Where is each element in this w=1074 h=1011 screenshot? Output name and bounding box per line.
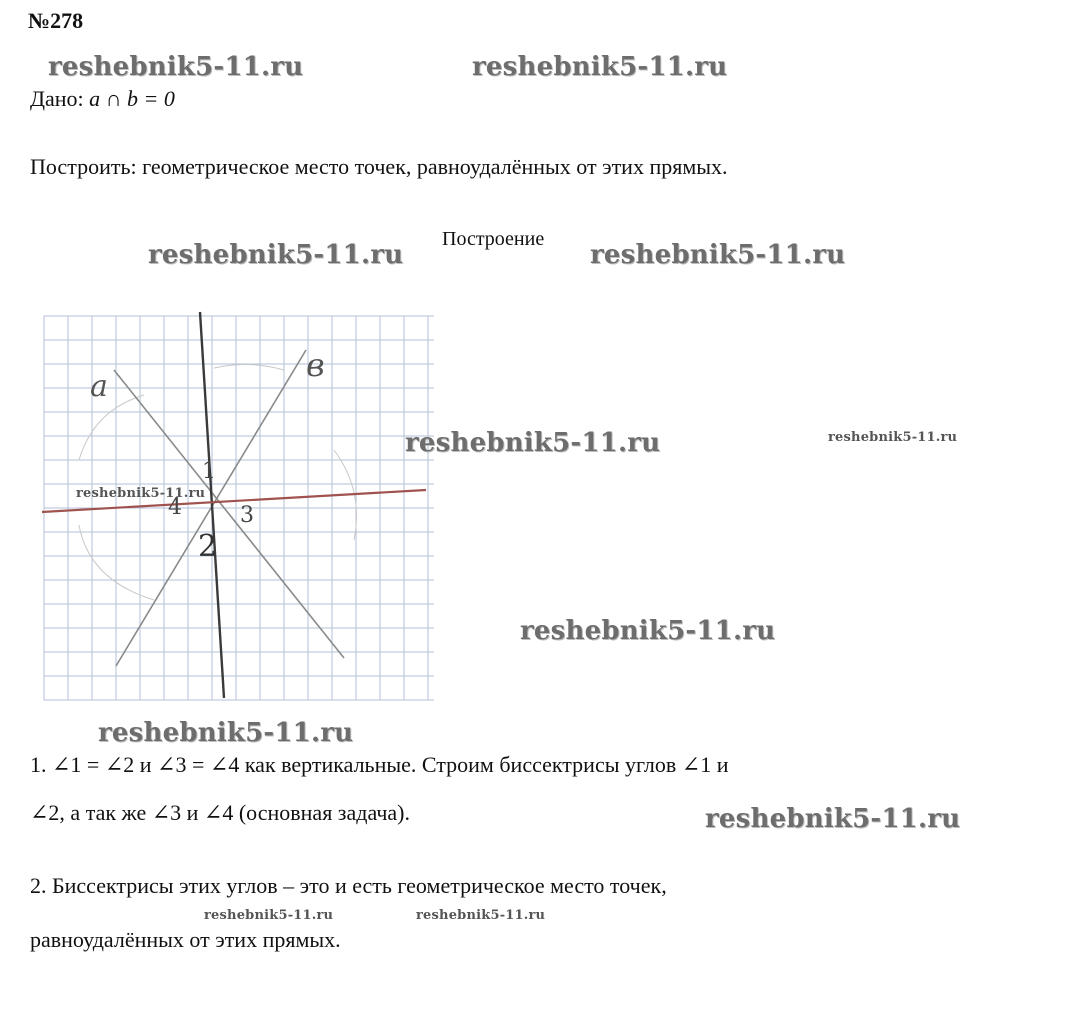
solution-step-2-line-2: равноудалённых от этих прямых. xyxy=(30,927,341,952)
angle-label-4: 4 xyxy=(168,495,182,520)
angle-label-1: 1 xyxy=(202,459,216,484)
watermark: reshebnik5-11.ru xyxy=(148,240,404,270)
figure-caption: Построение xyxy=(442,228,545,250)
solution-step-1-line-2: ∠2, а так же ∠3 и ∠4 (основная задача). xyxy=(30,800,410,825)
watermark: reshebnik5-11.ru xyxy=(520,616,776,646)
angle-label-2: 2 xyxy=(198,529,218,564)
line-a xyxy=(114,370,344,658)
given-line xyxy=(30,86,175,112)
watermark: reshebnik5-11.ru xyxy=(705,804,961,834)
compass-arcs xyxy=(79,364,357,600)
given-formula: a ∩ b = 0 xyxy=(89,86,175,111)
watermark: reshebnik5-11.ru xyxy=(416,908,546,923)
solution-step-1-line-1: 1. ∠1 = ∠2 и ∠3 = ∠4 как вертикальные. Строим биссектрисы углов ∠1 и xyxy=(30,752,729,777)
solution-step-2-line-1: 2. Биссектрисы этих углов – это и есть геометрическое место точек, xyxy=(30,873,667,898)
problem-number: №278 xyxy=(28,8,84,33)
watermark: reshebnik5-11.ru xyxy=(472,52,728,82)
angle-label-3: 3 xyxy=(240,503,254,528)
label-b: в xyxy=(306,346,325,384)
watermark: reshebnik5-11.ru xyxy=(76,486,206,501)
watermark: reshebnik5-11.ru xyxy=(48,52,304,82)
watermark: reshebnik5-11.ru xyxy=(98,718,354,748)
watermark: reshebnik5-11.ru xyxy=(204,908,334,923)
watermark: reshebnik5-11.ru xyxy=(405,428,661,458)
construction-figure xyxy=(34,300,439,712)
construct-task: Построить: геометрическое место точек, равноудалённых от этих прямых. xyxy=(30,154,728,179)
given-prefix: Дано: xyxy=(30,86,90,111)
watermark: reshebnik5-11.ru xyxy=(828,430,958,445)
watermark: reshebnik5-11.ru xyxy=(590,240,846,270)
construction-drawing xyxy=(34,300,439,712)
label-a: a xyxy=(90,369,108,404)
